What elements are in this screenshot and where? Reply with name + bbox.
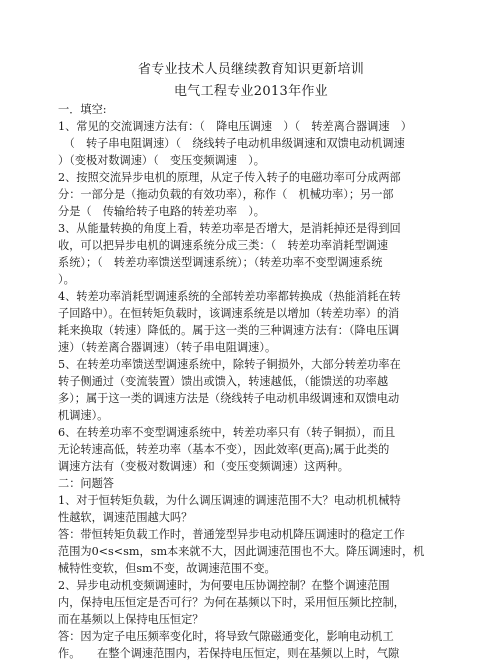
- text-line: 性越软，调速范围越大吗？: [58, 511, 193, 524]
- text-line: 子回路中）。在恒转矩负载时，该调速系统是以增加（转差功率）的消: [58, 307, 400, 320]
- document-subtitle: 电气工程专业2013年作业: [174, 84, 328, 99]
- text-line: 机调速）。: [58, 409, 109, 422]
- text-line: 多）；属于这一类的调速方法是（绕线转子电动机串级调速和双馈电动: [58, 392, 400, 405]
- section-heading-questions: 二：问题答: [58, 477, 114, 490]
- text-line: 转子侧通过（变流装置）馈出或馈入，转速越低，（能馈送的功率越: [58, 375, 389, 388]
- text-line: 范围为0<s<sm，sm本来就不大，因此调速范围也不大。降压调速时，机: [58, 545, 425, 558]
- text-line: 调速方法有（变极对数调速）和（变压变频调速）这两种。: [58, 460, 349, 473]
- text-line: 4、转差功率消耗型调速系统的全部转差功率都转换成（热能消耗在转: [58, 290, 401, 303]
- text-line: 3、从能量转换的角度上看，转差功率是否增大，是消耗掉还是得到回: [58, 222, 401, 235]
- text-line: ）（变极对数调速）（ 变压变频调速 ）。: [58, 154, 265, 167]
- text-line: 分：一部分是（拖动负载的有效功率），称作（ 机械功率）；另一部: [58, 188, 394, 201]
- text-line: 无论转速高低，转差功率（基本不变），因此效率(更高);属于此类的: [58, 443, 390, 456]
- text-line: 6、在转差功率不变型调速系统中，转差功率只有（转子铜损），而且: [58, 426, 396, 439]
- text-line: 2、异步电动机变频调速时，为何要电压协调控制？在整个调速范围: [58, 579, 390, 592]
- text-line: （ 转子串电阻调速）（ 绕线转子电动机串级调速和双馈电动机调速: [58, 137, 405, 150]
- text-line: 耗来换取（转速）降低的。属于这一类的三种调速方法有：（降电压调: [58, 324, 400, 337]
- text-line: 作。 在整个调速范围内，若保持电压恒定，则在基频以上时，气隙: [58, 647, 400, 660]
- text-line: 答：因为定子电压频率变化时，将导致气隙磁通变化，影响电动机工: [58, 630, 394, 643]
- section-heading-fill-in: 一．填空:: [58, 103, 107, 116]
- text-line: 系统）；（ 转差功率馈送型调速系统）；（转差功率不变型调速系统: [58, 256, 383, 269]
- document-body: [58, 101, 450, 662]
- text-line: 械特性变软，但sm不变，故调速范围不变。: [58, 562, 276, 575]
- text-line: ）。: [58, 273, 75, 286]
- text-line: 分是（ 传输给转子电路的转差功率 ）。: [58, 205, 265, 218]
- text-line: 而在基频以上保持电压恒定？: [58, 613, 204, 626]
- text-line: 速）（转差离合器调速）（转子串电阻调速）。: [58, 341, 277, 354]
- text-line: 收，可以把异步电机的调速系统分成三类：（ 转差功率消耗型调速: [58, 239, 389, 252]
- text-line: 5、在转差功率馈送型调速系统中，除转子铜损外，大部分转差功率在: [58, 358, 401, 371]
- text-line: 内，保持电压恒定是否可行？为何在基频以下时，采用恒压频比控制，: [58, 596, 405, 609]
- document-title: 省专业技术人员继续教育知识更新培训: [137, 62, 365, 77]
- text-line: 2、按照交流异步电机的原理，从定子传入转子的电磁功率可分成两部: [58, 171, 401, 184]
- text-line: 1、对于恒转矩负载，为什么调压调速的调速范围不大？电动机机械特: [58, 494, 401, 507]
- text-line: 1、常见的交流调速方法有：（ 降电压调速 ）（ 转差离合器调速 ）: [58, 120, 412, 133]
- text-line: 答：带恒转矩负载工作时，普通笼型异步电动机降压调速时的稳定工作: [58, 528, 405, 541]
